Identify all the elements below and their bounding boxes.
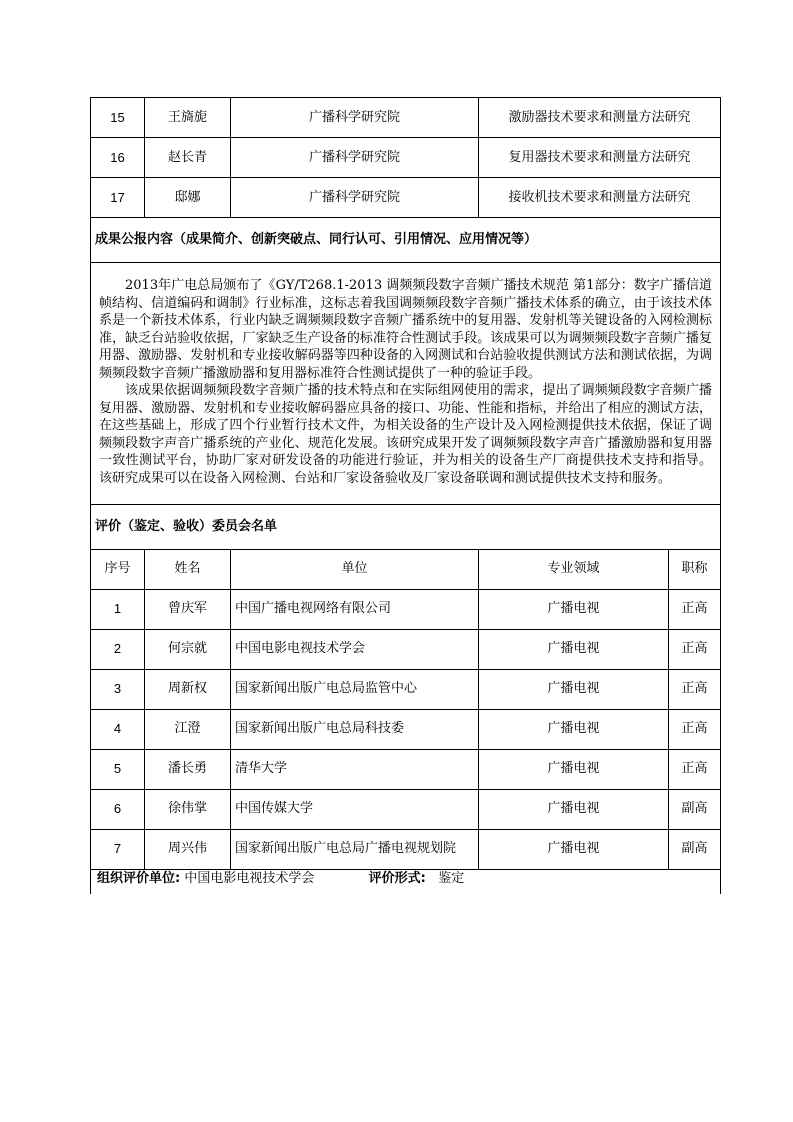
member-no: 2: [91, 629, 145, 669]
member-field: 广播电视: [479, 829, 669, 869]
evaluation-footer-row: [91, 869, 721, 894]
member-name: 何宗就: [145, 629, 231, 669]
member-name: 江澄: [145, 709, 231, 749]
member-title: 副高: [669, 829, 721, 869]
announcement-paragraph: 2013年广电总局颁布了《GY/T268.1-2013 调频频段数字音频广播技术规范 第1部分：数字广播信道帧结构、信道编码和调制》行业标准，这标志着我国调频频段数字音频广播技术体系的确立，由于该技术体系是一个新技术体系，行业内缺乏调频频段数字音频广播系统中的复用器、发射机等关键设备的入网检测标准，缺乏台站验收依据，厂家缺乏生产设备的标准符合性测试手段。该成果可以为调频频段数字音频广播复用器、激励器、发射机和专业接收解码器等四种设备的入网测试和台站验收提供测试方法和测试依据，为调频频段数字音频广播激励器和复用器标准符合性测试提供了一种的验证手段。: [99, 278, 713, 381]
member-field: 广播电视: [479, 789, 669, 829]
evaluation-footer: [91, 869, 721, 894]
achievement-form-page: [90, 97, 720, 894]
announcement-body-row: [91, 263, 721, 505]
member-no: 5: [91, 749, 145, 789]
member-title: 正高: [669, 709, 721, 749]
contributor-unit: 广播科学研究院: [231, 98, 479, 138]
contributor-row: [91, 138, 721, 178]
member-unit: 清华大学: [231, 749, 479, 789]
member-no: 1: [91, 589, 145, 629]
committee-heading-row: [91, 504, 721, 549]
member-title: 正高: [669, 629, 721, 669]
announcement-body: [91, 263, 721, 505]
org-label: 组织评价单位:: [97, 870, 181, 886]
committee-member-row: [91, 829, 721, 869]
column-header-name: 姓名: [145, 549, 231, 589]
member-no: 7: [91, 829, 145, 869]
member-title: 正高: [669, 669, 721, 709]
member-title: 正高: [669, 749, 721, 789]
contributor-no: 15: [91, 98, 145, 138]
contributor-name: 王旖旎: [145, 98, 231, 138]
contributor-name: 邸娜: [145, 178, 231, 218]
committee-member-row: [91, 709, 721, 749]
member-field: 广播电视: [479, 589, 669, 629]
announcement-paragraph: 该成果依据调频频段数字音频广播的技术特点和在实际组网使用的需求，提出了调频频段数字音频广播复用器、激励器、发射机和专业接收解码器应具备的接口、功能、性能和指标，并给出了相应的测试方法，在这些基础上，形成了四个行业暂行技术文件，为相关设备的生产设计及入网检测提供技术依据，保证了调频频段数字声音广播系统的产业化、规范化发展。该研究成果开发了调频频段数字声音广播激励器和复用器一致性测试平台，协助厂家对研发设备的功能进行验证，并为相关的设备生产厂商提供技术支持和指导。 该研究成果可以在设备入网检测、台站和厂家设备验收及厂家设备联调和测试提供技术支持和服务。: [99, 383, 713, 487]
announcement-heading: 成果公报内容（成果简介、创新突破点、同行认可、引用情况、应用情况等）: [91, 218, 721, 263]
member-title: 正高: [669, 589, 721, 629]
contributor-work: 激励器技术要求和测量方法研究: [479, 98, 721, 138]
org-value: 中国电影电视技术学会: [184, 870, 315, 886]
contributor-row: [91, 98, 721, 138]
contributor-unit: 广播科学研究院: [231, 178, 479, 218]
member-title: 副高: [669, 789, 721, 829]
contributor-unit: 广播科学研究院: [231, 138, 479, 178]
committee-header-row: [91, 549, 721, 589]
member-no: 6: [91, 789, 145, 829]
committee-member-row: [91, 749, 721, 789]
member-name: 周兴伟: [145, 829, 231, 869]
column-header-field: 专业领域: [479, 549, 669, 589]
committee-member-row: [91, 589, 721, 629]
member-unit: 中国广播电视网络有限公司: [231, 589, 479, 629]
member-name: 潘长勇: [145, 749, 231, 789]
achievement-form-table: [90, 97, 721, 894]
member-field: 广播电视: [479, 749, 669, 789]
contributor-name: 赵长青: [145, 138, 231, 178]
contributor-work: 接收机技术要求和测量方法研究: [479, 178, 721, 218]
committee-member-row: [91, 669, 721, 709]
member-field: 广播电视: [479, 629, 669, 669]
member-unit: 国家新闻出版广电总局监管中心: [231, 669, 479, 709]
contributor-no: 17: [91, 178, 145, 218]
form-value: 鉴定: [438, 870, 465, 886]
member-name: 徐伟掌: [145, 789, 231, 829]
committee-member-row: [91, 789, 721, 829]
column-header-no: 序号: [91, 549, 145, 589]
member-unit: 中国电影电视技术学会: [231, 629, 479, 669]
member-field: 广播电视: [479, 669, 669, 709]
column-header-unit: 单位: [231, 549, 479, 589]
committee-heading: 评价（鉴定、验收）委员会名单: [91, 504, 721, 549]
column-header-title: 职称: [669, 549, 721, 589]
member-name: 周新权: [145, 669, 231, 709]
member-no: 4: [91, 709, 145, 749]
committee-member-row: [91, 629, 721, 669]
member-field: 广播电视: [479, 709, 669, 749]
member-unit: 国家新闻出版广电总局广播电视规划院: [231, 829, 479, 869]
form-label: 评价形式:: [368, 870, 426, 886]
announcement-heading-row: [91, 218, 721, 263]
member-unit: 中国传媒大学: [231, 789, 479, 829]
member-no: 3: [91, 669, 145, 709]
contributor-row: [91, 178, 721, 218]
member-unit: 国家新闻出版广电总局科技委: [231, 709, 479, 749]
contributor-no: 16: [91, 138, 145, 178]
contributor-work: 复用器技术要求和测量方法研究: [479, 138, 721, 178]
member-name: 曾庆军: [145, 589, 231, 629]
